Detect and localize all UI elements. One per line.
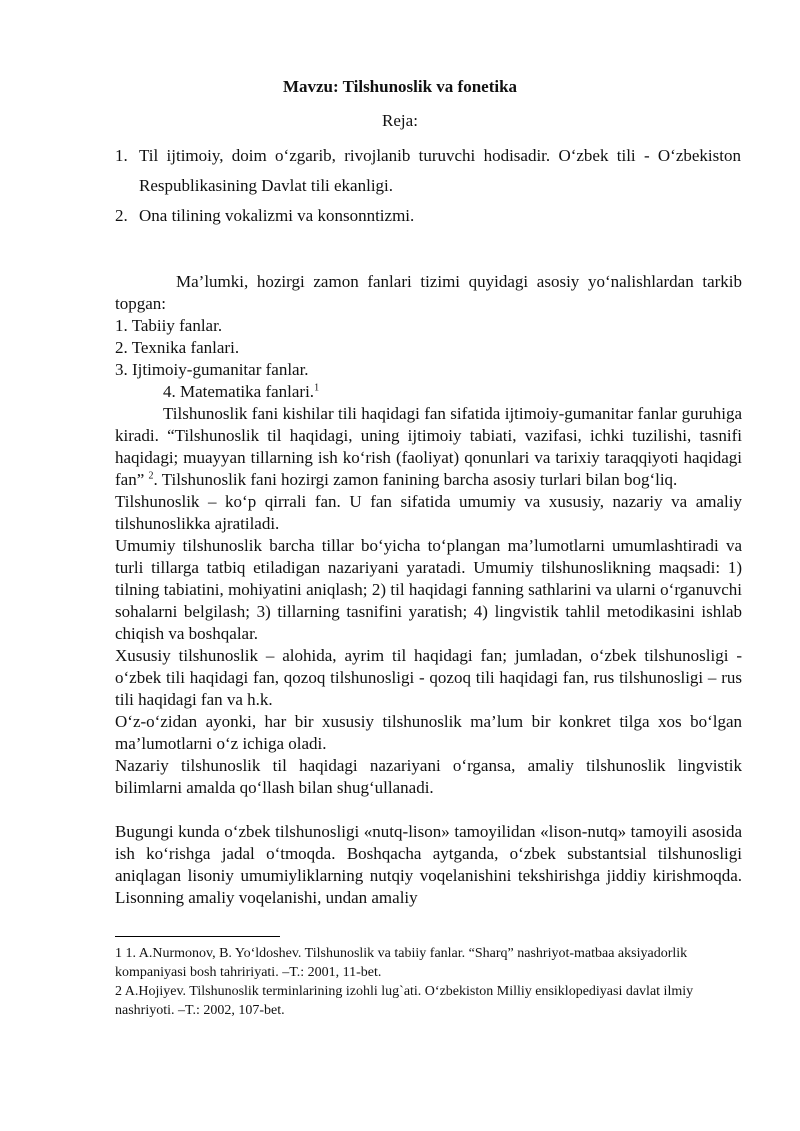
- plan-item-text: Ona tilining vokalizmi va konsonntizmi.: [139, 206, 415, 225]
- page-title: Mavzu: Tilshunoslik va fonetika: [282, 77, 518, 96]
- footnote-separator: [115, 936, 280, 937]
- plan-item-number: 1.: [115, 146, 128, 165]
- footnotes: [115, 944, 742, 1020]
- list-item: 2. Texnika fanlari.: [115, 338, 240, 357]
- paragraph-text: Tilshunoslik fani kishilar tili haqidagi fan sifatida ijtimoiy-gumanitar fanlar guruhiga kiradi. “Tilshunoslik til haqidagi, uning ijtimoiy tabiati, vazifasi, ichki tuzilishi, tasnifi haqidagi; muayyan tillarning ish ko‘rish (faoliyat) qonunlari va tarixiy taraqqiyoti haqidagi fan”: [115, 404, 742, 489]
- list-item-text: 4. Matematika fanlari.: [163, 382, 315, 401]
- paragraph: O‘z-o‘zidan ayonki, har bir xususiy tilshunoslik ma’lum bir konkret tilga xos bo‘lgan ma’lumotlarni o‘z ichiga oladi.: [115, 712, 742, 753]
- footnote-ref: 1: [314, 382, 320, 394]
- paragraph: Bugungi kunda o‘zbek tilshunosligi «nutq-lison» tamoyilidan «lison-nutq» tamoyili asosida ish ko‘rishga jadal o‘tmoqda. Boshqacha aytganda, o‘zbek substantsial tilshunosligi aniqlagan lisoniy umumiyliklarning nutqiy voqelanishini tekshirishga jiddiy kirishmoqda. Lisonning amaliy voqelanishi, undan amaliy: [115, 822, 742, 907]
- paragraph-text: . Tilshunoslik fani hozirgi zamon fanining barcha asosiy turlari bilan bog‘liq.: [153, 470, 678, 489]
- list-item: 1. Tabiiy fanlar.: [115, 316, 223, 335]
- plan-item-text: Til ijtimoiy, doim o‘zgarib, rivojlanib turuvchi hodisadir. O‘zbek tili - O‘zbekiston Respublikasining Davlat tili ekanligi.: [139, 146, 741, 195]
- intro-paragraph: Ma’lumki, hozirgi zamon fanlari tizimi quyidagi asosiy yo‘nalishlardan tarkib topgan:: [115, 272, 742, 313]
- plan-item-number: 2.: [115, 206, 128, 225]
- paragraph: Umumiy tilshunoslik barcha tillar bo‘yicha to‘plangan ma’lumotlarni umumlashtiradi va turli tillarga tatbiq etiladigan nazariyani yaratadi. Umumiy tilshunoslikning maqsadi: 1) tilning tabiatini, mohiyatini aniqlash; 2) til haqidagi fanning sathlarini va ularni o‘rganuvchi sohalarni belgilash; 3) tillarning tasnifini yaratish; 4) lingvistik tahlil metodikasini ishlab chiqish va boshqalar.: [115, 536, 742, 643]
- paragraph: Nazariy tilshunoslik til haqidagi nazariyani o‘rgansa, amaliy tilshunoslik lingvistik bilimlarni amalda qo‘llash bilan shug‘ullanadi.: [115, 756, 742, 797]
- footnote: 2 A.Hojiyev. Tilshunoslik terminlarining izohli lug`ati. O‘zbekiston Milliy ensiklopediyasi davlat ilmiy nashriyoti. –T.: 2002, 107-bet.: [115, 984, 694, 1018]
- footnote-ref: 2: [148, 470, 154, 482]
- body-text: [115, 271, 742, 909]
- paragraph: Tilshunoslik – ko‘p qirrali fan. U fan sifatida umumiy va xususiy, nazariy va amaliy tilshunoslikka ajratiladi.: [115, 492, 742, 533]
- plan-item: [115, 141, 741, 201]
- paragraph: [115, 403, 742, 491]
- plan-heading: Reja:: [382, 111, 418, 130]
- plan-list: [115, 141, 741, 231]
- paragraph: Xususiy tilshunoslik – alohida, ayrim til haqidagi fan; jumladan, o‘zbek tilshunosligi - o‘zbek tili haqidagi fan, qozoq tilshunosligi - qozoq tili haqidagi fan, rus tilshunosligi – rus tili haqidagi fan va h.k.: [115, 646, 742, 709]
- list-item: 3. Ijtimoiy-gumanitar fanlar.: [115, 360, 309, 379]
- footnote: 1 1. A.Nurmonov, B. Yo‘ldoshev. Tilshunoslik va tabiiy fanlar. “Sharq” nashriyot-matbaa aksiyadorlik kompaniyasi bosh tahririyati. –T.: 2001, 11-bet.: [115, 946, 688, 980]
- plan-item: [115, 201, 741, 231]
- list-item: [115, 381, 742, 403]
